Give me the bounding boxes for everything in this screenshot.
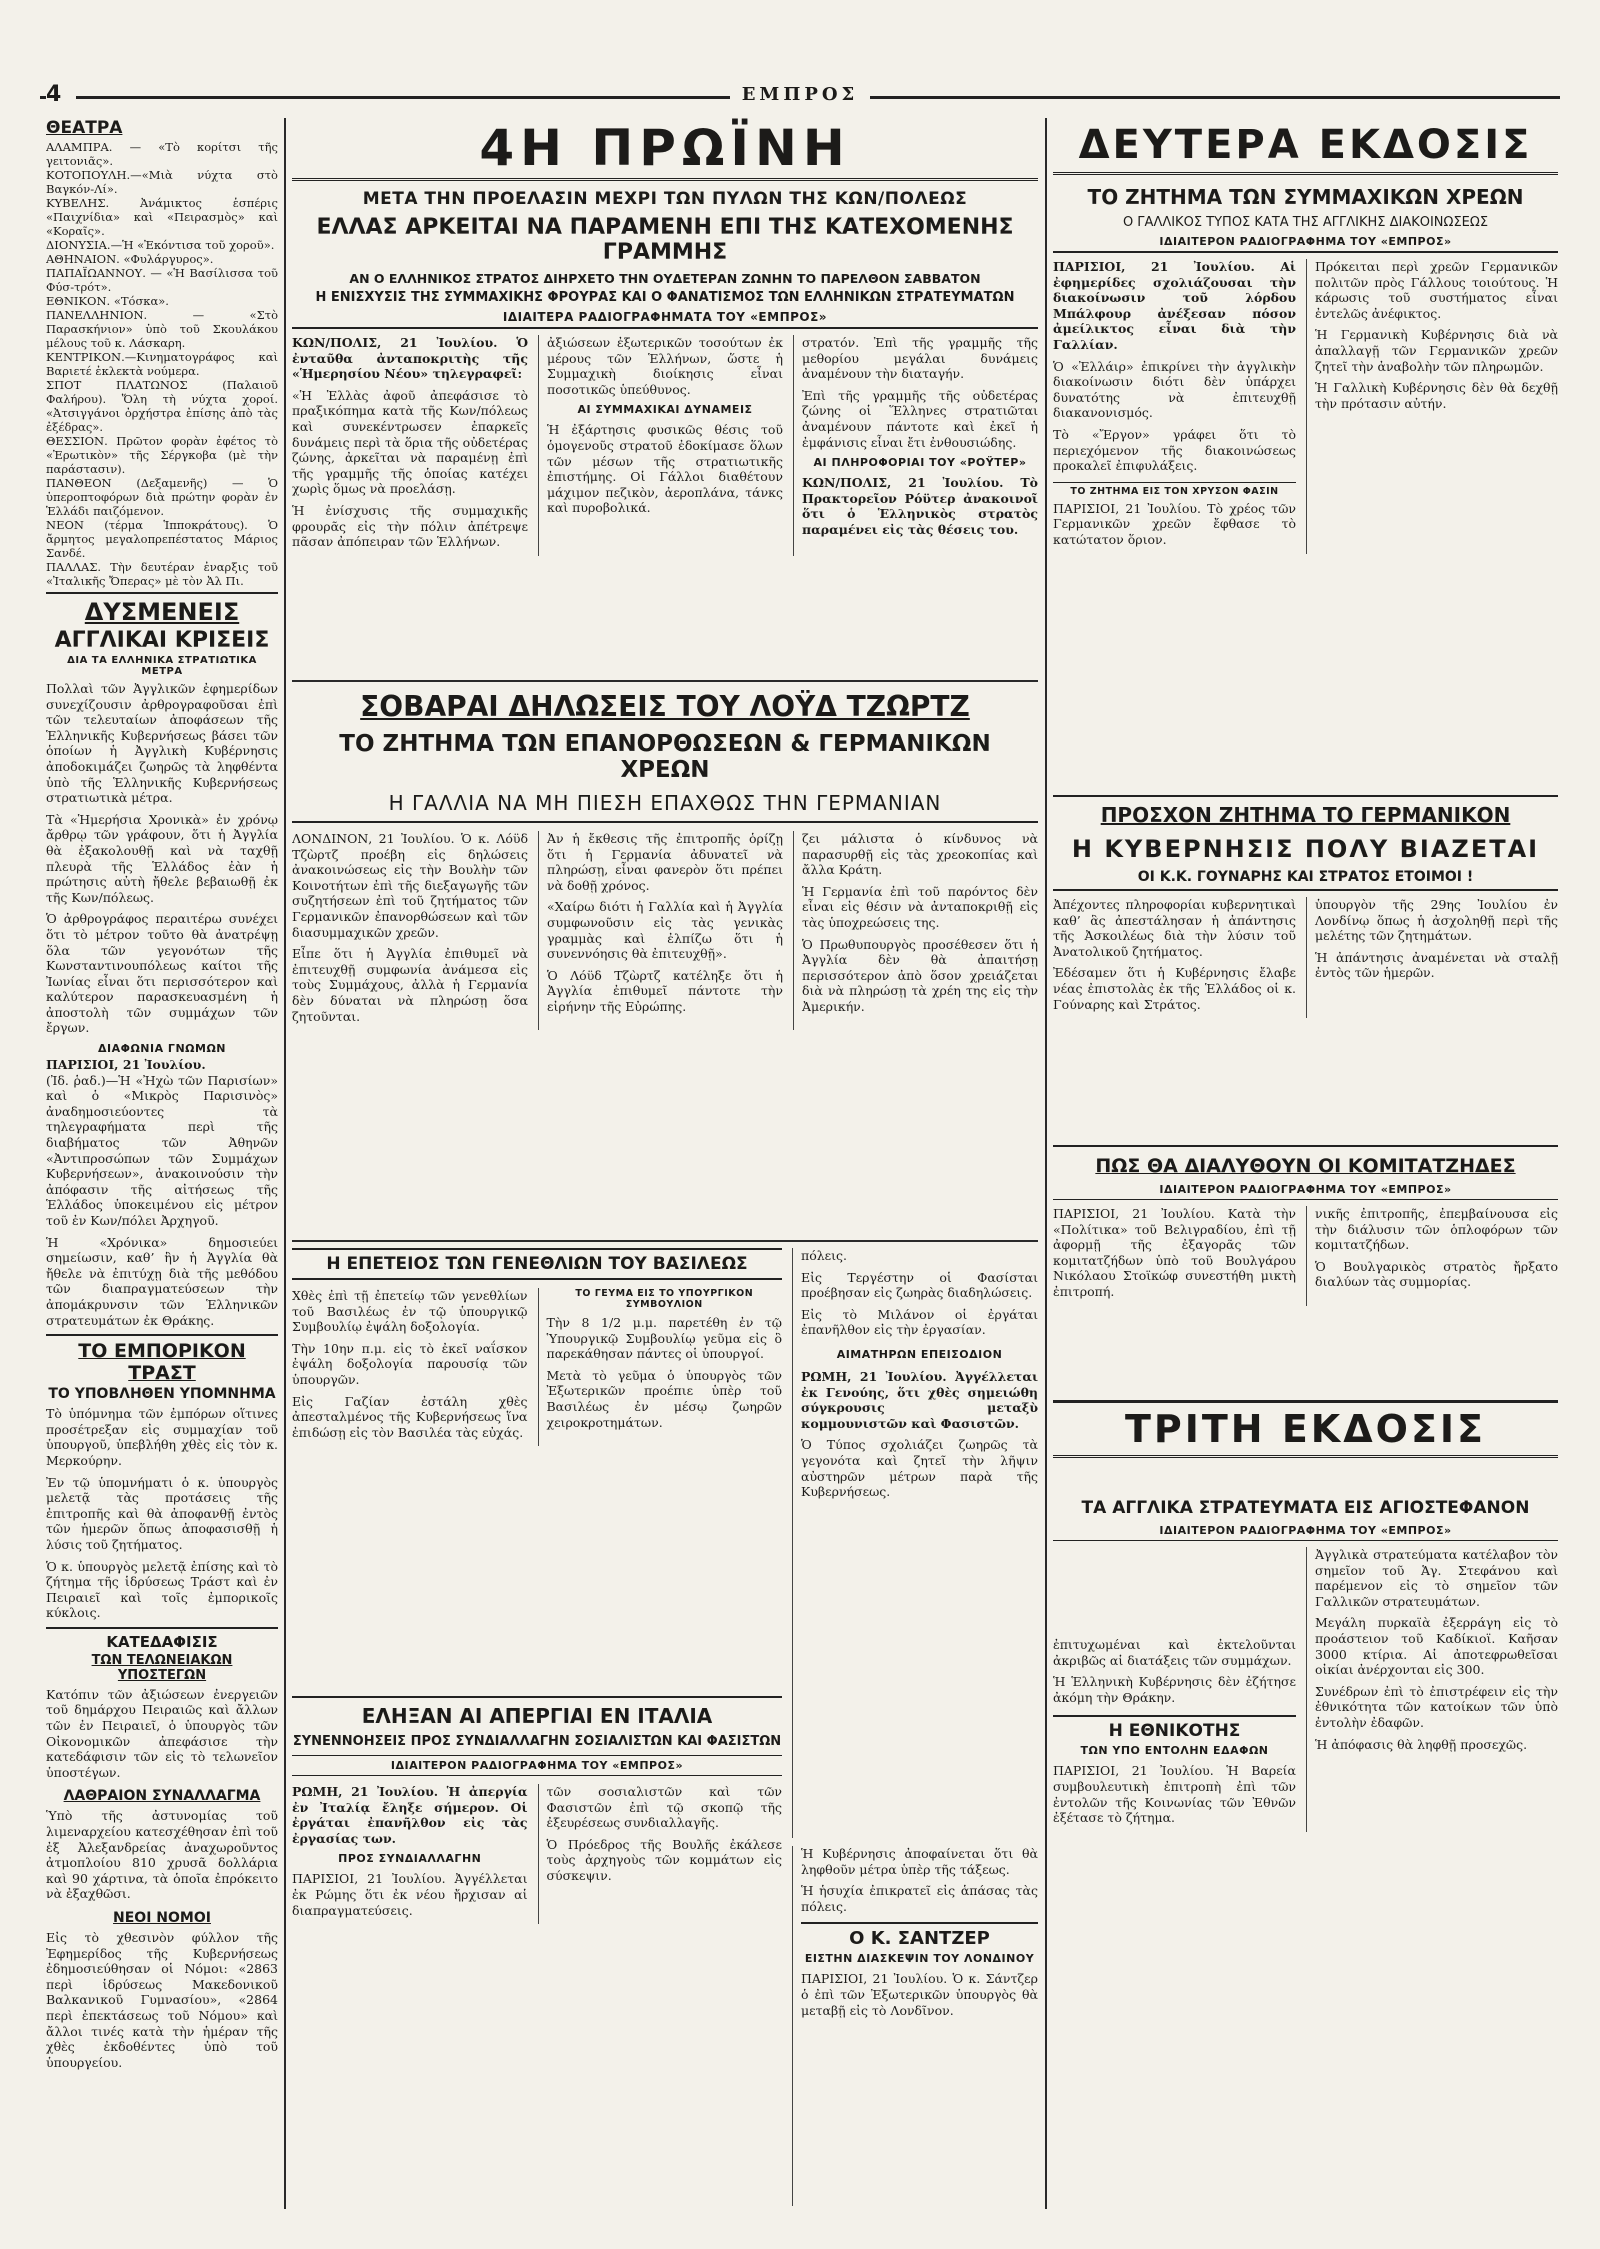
section-label: ΑΙ ΠΛΗΡΟΦΟΡΙΑΙ ΤΟΥ «ΡΟΫΤΕΡ» (813, 456, 1027, 470)
block3-title: ΚΑΤΕΔΑΦΙΣΙΣ (106, 1632, 218, 1651)
block2 (46, 1334, 278, 1621)
theatre-listing: ΝΕΟΝ (τέρμα Ἱπποκράτους). Ὁ ἄρμητος μεγαλοπρεπέστατος Μάριος Σανδέ. (46, 518, 278, 560)
strike-col1 (292, 1784, 528, 1924)
block1 (46, 592, 278, 1328)
theatre-listing: ΠΑΝΘΕΟΝ (Δεξαμενῆς) — Ὁ ὑπεροπτοφόρων διὰ πρώτην φορὰν ἐν Ἑλλάδι παιζόμενον. (46, 476, 278, 518)
paragraph: Ἡ Γερμανικὴ Κυβέρνησις διὰ νὰ ἀπαλλαγῇ τῶν Γερμανικῶν χρεῶν ζητεῖ τὴν ἀναβολὴν τῶν πληρωμῶν. (1315, 327, 1558, 374)
third-columns (1053, 1547, 1558, 1832)
paragraph: ζει μάλιστα ὁ κίνδυνος νὰ παρασυρθῇ εἰς τὰς χρεοκοπίας καὶ ἄλλα Κράτη. (802, 831, 1038, 878)
center-top-col2 (538, 335, 783, 556)
paragraph: Ἡ Ἑλληνικὴ Κυβέρνησις δὲν ἐζήτησε ἀκόμη τὴν Θράκην. (1053, 1674, 1296, 1705)
france-headline: Η ΓΑΛΛΙΑ ΝΑ ΜΗ ΠΙΕΣΗ ΕΠΑΧΘΩΣ ΤΗΝ ΓΕΡΜΑΝΙΑΝ (292, 791, 1038, 823)
theatre-listing: ΑΛΑΜΠΡΑ. — «Τὸ κορίτσι τῆς γειτονιᾶς». (46, 140, 278, 168)
strike-title: ΕΛΗΞΑΝ ΑΙ ΑΠΕΡΓΙΑΙ ΕΝ ΙΤΑΛΙΑ (292, 1696, 782, 1728)
paragraph: ΠΑΡΙΣΙΟΙ, 21 Ἰουλίου. Κατὰ τὴν «Πολίτικα» τοῦ Βελιγραδίου, ἐπὶ τῇ ἀφορμῇ τῆς ἐξαγορᾶς τῶν κομιτατζήδων ὑπὸ τοῦ Βουλγάρου Νικόλαου Στοϊκώφ συνεστήθη μικτὴ ἐπιτροπή. (1053, 1206, 1296, 1299)
strike-article (292, 1696, 1038, 2206)
third-col1 (1053, 1547, 1296, 1832)
third-edition (1053, 1400, 1558, 2200)
block4 (46, 1786, 278, 1902)
left-column (46, 118, 278, 2208)
headline-4: Η ΕΝΙΣΧΥΣΙΣ ΤΗΣ ΣΥΜΜΑΧΙΚΗΣ ΦΡΟΥΡΑΣ ΚΑΙ Ο ΦΑΝΑΤΙΣΜΟΣ ΤΩΝ ΕΛΛΗΝΙΚΩΝ ΣΤΡΑΤΕΥΜΑΤΩΝ (315, 290, 1015, 305)
paragraph: Ὁ «Ἐλλάιρ» ἐπικρίνει τὴν ἀγγλικὴν διακοίνωσιν διότι δὲν ὑπάρχει δυνατότης νὰ ἐπιτευχθῇ διακανονισμός. (1053, 358, 1296, 421)
comitadji-label: ΙΔΙΑΙΤΕΡΟΝ ΡΑΔΙΟΓΡΑΦΗΜΑ ΤΟΥ «ΕΜΠΡΟΣ» (1053, 1183, 1558, 1200)
ethnic-sub: ΤΩΝ ΥΠΟ ΕΝΤΟΛΗΝ ΕΔΑΦΩΝ (1080, 1744, 1269, 1758)
strike-col2 (538, 1784, 783, 1924)
paragraph: Ἡ ἐξάρτησις φυσικῶς θέσις τοῦ ὁμογενοῦς στρατοῦ ἐδοκίμασε ὅλων τῶν μέσων τῆς στρατιωτικῆς ἐπιστήμης. Οἱ Γάλλοι διαθέτουν μάχιμον πεζικὸν, ἀεροπλάνα, τάνκς καὶ πυροβολικά. (547, 422, 783, 516)
edition-title: 4Η ΠΡΩΪΝΗ (292, 118, 1038, 181)
block1-section: ΔΙΑΦΩΝΙΑ ΓΝΩΜΩΝ (97, 1042, 227, 1056)
paragraph: Εἰς τὸ Μιλάνον οἱ ἐργάται ἐπανῆλθον εἰς τὴν ἐργασίαν. (801, 1306, 1038, 1338)
third-edition-title: ΤΡΙΤΗ ΕΚΔΟΣΙΣ (1053, 1400, 1558, 1458)
masthead (0, 82, 1600, 112)
paragraph: Εἶπε ὅτι ἡ Ἀγγλία ἐπιθυμεῖ νὰ ἐπιτευχθῇ συμφωνία ἀνάμεσα εἰς τοὺς Συμμάχους, ἀλλὰ ἡ Γερμανία δὲν δύναται νὰ πληρώσῃ ὅσα ζητοῦνται. (292, 946, 528, 1024)
debts-headline: ΤΟ ΖΗΤΗΜΑ ΤΩΝ ΣΥΜΜΑΧΙΚΩΝ ΧΡΕΩΝ (1087, 185, 1524, 209)
block1-para: Πολλαὶ τῶν Ἀγγλικῶν ἐφημερίδων συνεχίζουσιν ἀρθρογραφοῦσαι ἐπὶ τῶν τελευταίων ἀποφάσεων τῆς Ἑλληνικῆς Κυβερνήσεως βάσει τῶν ὁποίων ἡ Ἀγγλικὴ Κυβέρνησις ἀποδοκιμάζει ζωηρῶς τὰ ληφθέντα ὑπὸ τῆς Ἑλληνικῆς Κυβερνήσεως στρατιωτικὰ μέτρα. (46, 681, 278, 806)
paragraph: νικῆς ἐπιτροπῆς, ἐπεμβαίνουσα εἰς τὴν διάλυσιν τῶν ὁπλοφόρων τῶν κομιτατζήδων. (1315, 1206, 1558, 1253)
block1-subhead: ΔΙΑ ΤΑ ΕΛΛΗΝΙΚΑ ΣΤΡΑΤΙΩΤΙΚΑ ΜΕΤΡΑ (67, 655, 257, 677)
paragraph: ΚΩΝ/ΠΟΛΙΣ, 21 Ἰουλίου. Ὁ ἐνταῦθα ἀνταποκριτὴς τῆς «Ἡμερησίου Νέου» τηλεγραφεῖ: (292, 335, 528, 382)
strike-columns (292, 1784, 782, 1924)
dinner-title: ΤΟ ΓΕΥΜΑ ΕΙΣ ΤΟ ΥΠΟΥΡΓΙΚΟΝ ΣΥΜΒΟΥΛΙΟΝ (575, 1288, 754, 1310)
comitadji-columns (1053, 1206, 1558, 1306)
block2-para: Τὸ ὑπόμνημα τῶν ἐμπόρων οἵτινες προσέτρεξαν εἰς συμμαχίαν τοῦ ὑπουργοῦ, ὑπεβλήθη χθὲς εἰς τὸν κ. Μερκούρην. (46, 1406, 278, 1468)
paragraph: Τὸ «Ἔργον» γράφει ὅτι τὸ περιεχόμενον τῆς διακοινώσεως προκαλεῖ ἐπιφυλάξεις. (1053, 426, 1296, 474)
paragraph: Τὴν 8 1/2 μ.μ. παρετέθη ἐν τῷ Ὑπουργικῷ Συμβουλίῳ γεῦμα εἰς ὃ παρεκάθησαν πάντες οἱ ὑπουργοί. (546, 1315, 782, 1362)
block2-para: Ἐν τῷ ὑπομνήματι ὁ κ. ὑπουργὸς μελετᾷ τὰς προτάσεις τῆς ἐπιτροπῆς καὶ θὰ ἀποφανθῇ ἐντὸς τῶν ἡμερῶν ὅπως ἀποφασισθῇ ἡ λύσις τοῦ ζητήματος. (46, 1474, 278, 1552)
paragraph: Πρόκειται περὶ χρεῶν Γερμανικῶν πολιτῶν πρὸς Γάλλους τοιούτους. Ἡ κάρωσις τοῦ συστήματος εἶναι ἐντελῶς ἀνέφικτος. (1315, 259, 1558, 321)
block2-para: Ὁ κ. ὑπουργὸς μελετᾷ ἐπίσης καὶ τὸ ζήτημα τῆς ἱδρύσεως Τράστ καὶ ἐν Πειραιεῖ καὶ τοῖς ἐμπορικοῖς κύκλοις. (46, 1558, 278, 1621)
block5 (46, 1908, 278, 2070)
center-mid-columns (292, 831, 1038, 1030)
pressing-sub2: ΟΙ Κ.Κ. ΓΟΥΝΑΡΗΣ ΚΑΙ ΣΤΡΑΤΟΣ ΕΤΟΙΜΟΙ ! (1053, 869, 1558, 891)
theatre-listing: ΕΘΝΙΚΟΝ. «Τόσκα». (46, 294, 169, 308)
paragraph: τῶν σοσιαλιστῶν καὶ τῶν Φασιστῶν ἐπὶ τῷ σκοπῷ τῆς ἐξευρέσεως συνδιαλλαγῆς. (546, 1784, 782, 1831)
section-label: ΠΡΟΣ ΣΥΝΔΙΑΛΛΑΓΗΝ (338, 1852, 482, 1866)
debts-col1 (1053, 259, 1296, 554)
paragraph: στρατόν. Ἐπὶ τῆς γραμμῆς τῆς μεθορίου μεγάλαι δυνάμεις ἀναμένουν τὴν διαταγήν. (802, 335, 1038, 382)
paragraph: Μετὰ τὸ γεῦμα ὁ ὑπουργὸς τῶν Ἐξωτερικῶν προέπιε ὑπὲρ τοῦ Βασιλέως ἐν μέσῳ ζωηρῶν χειροκροτημάτων. (546, 1367, 782, 1430)
paragraph: Ὁ Πρόεδρος τῆς Βουλῆς ἐκάλεσε τοὺς ἀρχηγοὺς τῶν κομμάτων εἰς σύσκεψιν. (546, 1836, 782, 1883)
block2-title: ΤΟ ΕΜΠΟΡΙΚΟΝ ΤΡΑΣΤ (78, 1340, 246, 1385)
theatres-list (46, 140, 278, 588)
pressing-sub: Η ΚΥΒΕΡΝΗΣΙΣ ΠΟΛΥ ΒΙΑΖΕΤΑΙ (1071, 835, 1540, 863)
block1-more: (Ἰδ. ῥαδ.)—Ἡ «Ἠχὼ τῶν Παρισίων» καὶ ὁ «Μικρὸς Παρισινὸς» ἀναδημοσιεύοντες τὰ τηλεγραφήματα περὶ τῆς διαβήματος τῶν Ἀθηνῶν «Ἀντιπροσώπων τῶν Συμμάχων Κυβερνήσεων», ἀνακοινούσιν τὴν ἀπόφασιν τῆς αἰτήσεως τῆς Ἑλλάδος ὑποκειμένου εἰς μέτρον τοῦ ἐν Κων/πόλει Ἀρχηγοῦ. (46, 1072, 278, 1228)
theatre-listing: ΠΑΝΕΛΛΗΝΙΟΝ. — «Στὸ Παρασκήνιον» ὑπὸ τοῦ Σκουλάκου μέλους τοῦ κ. Λάσκαρη. (46, 308, 278, 350)
third-col2 (1306, 1547, 1558, 1832)
theatres-heading: ΘΕΑΤΡΑ (46, 118, 123, 138)
paragraph: Ἡ ἐνίσχυσις τῆς συμμαχικῆς φρουρᾶς εἰς τὴν πόλιν ἀπέτρεψε πᾶσαν ἀπόπειραν τῶν Ἑλλήνων. (292, 502, 528, 550)
block1-title: ΔΥΣΜΕΝΕΙΣ (84, 598, 240, 626)
pressing-columns (1053, 897, 1558, 1018)
paragraph: Ἡ ἀπόφασις θὰ ληφθῇ προσεχῶς. (1315, 1736, 1528, 1752)
block5-para: Εἰς τὸ χθεσινὸν φύλλον τῆς Ἐφημερίδος τῆς Κυβερνήσεως ἐδημοσιεύθησαν οἱ Νόμοι: «2863 περὶ ἱδρύσεως Μακεδονικοῦ Βαλκανικοῦ Γυμνασίου», «2864 περὶ ἐπεκτάσεως τοῦ Νόμου» καὶ ἄλλοι τινές κατὰ τὴν ἡμέραν τῆς χθὲς ἐκδοθέντες ὑπὸ τοῦ ὑπουργείου. (46, 1930, 278, 2070)
paragraph: ΠΑΡΙΣΙΟΙ, 21 Ἰουλίου. Ἀγγέλλεται ἐκ Ρώμης ὅτι ἐκ νέου ἤρχισαν αἱ διαπραγματεύσεις. (292, 1871, 528, 1918)
paragraph: Ἡ Γερμανία ἐπὶ τοῦ παρόντος δὲν εἶναι εἰς θέσιν νὰ ἀνταποκριθῇ εἰς τὰς ὑποχρεώσεις της. (802, 883, 1038, 930)
gold-title: ΤΟ ΖΗΤΗΜΑ ΕΙΣ ΤΟΝ ΧΡΥΣΟΝ ΦΑΣΙΝ (1053, 482, 1296, 497)
comitadji-title: ΠΩΣ ΘΑ ΔΙΑΛΥΘΟΥΝ ΟΙ ΚΟΜΙΤΑΤΖΗΔΕΣ (1095, 1155, 1516, 1177)
strike-subtitle: ΣΥΝΕΝΝΟΗΣΕΙΣ ΠΡΟΣ ΣΥΝΔΙΑΛΛΑΓΗΝ ΣΟΣΙΑΛΙΣΤΩΝ ΚΑΙ ΦΑΣΙΣΤΩΝ (292, 1734, 782, 1749)
french-press-headline: Ο ΓΑΛΛΙΚΟΣ ΤΥΠΟΣ ΚΑΤΑ ΤΗΣ ΑΓΓΛΙΚΗΣ ΔΙΑΚΟΙΝΩΣΕΩΣ (1122, 215, 1489, 230)
strike-col3 (792, 1846, 1038, 2206)
paragraph: «Χαίρω διότι ἡ Γαλλία καὶ ἡ Ἀγγλία συμφωνοῦσιν εἰς τὰς γενικὰς γραμμὰς καὶ ἐλπίζω ὅτι ἡ συνεννόησις θὰ ἐπιτευχθῇ». (547, 899, 783, 962)
debts-columns (1053, 259, 1558, 554)
paragraph: ΠΑΡΙΣΙΟΙ, 21 Ἰουλίου. Ὁ κ. Σάντζερ ὁ ἐπὶ τῶν Ἐξωτερικῶν ὑπουργὸς θὰ μεταβῇ εἰς τὸ Λονδῖνον. (801, 1971, 1038, 2018)
paragraph: Ἡ Κυβέρνησις ἀποφαίνεται ὅτι θὰ ληφθοῦν μέτρα ὑπὲρ τῆς τάξεως. (801, 1846, 1038, 1877)
paragraph: Ἐδέσαμεν ὅτι ἡ Κυβέρνησις ἔλαβε νέας ἐπιστολὰς ἐκ τῆς Ἑλλάδος οἱ κ. Γούναρης καὶ Στράτος. (1053, 965, 1296, 1012)
paragraph: Ἀν ἡ ἔκθεσις τῆς ἐπιτροπῆς ὁρίζῃ ὅτι ἡ Γερμανία ἀδυνατεῖ νὰ πληρώσῃ, εἶναι φανερὸν ὅτι πρέπει νὰ δοθῇ χρόνος. (547, 831, 783, 893)
paragraph: Ἡ Γαλλικὴ Κυβέρνησις δὲν θὰ δεχθῇ τὴν πρότασιν αὐτήν. (1315, 380, 1558, 411)
block1-subtitle: ΑΓΓΛΙΚΑΙ ΚΡΙΣΕΙΣ (54, 628, 270, 653)
paragraph: Ὁ Λόϋδ Τζὼρτζ κατέληξε ὅτι ἡ Ἀγγλία ἐπιθυμεῖ πάντοτε τὴν εἰρήνην τῆς Εὐρώπης. (547, 967, 783, 1014)
block3 (46, 1627, 278, 1781)
section-label: ΑΙ ΣΥΜΜΑΧΙΚΑΙ ΔΥΝΑΜΕΙΣ (577, 403, 753, 417)
paragraph: ἀξιώσεων ἐξωτερικῶν τοσούτων ἐκ μέρους τῶν Ἑλλήνων, ὥστε ἡ Συμμαχικὴ διοίκησις εἶναι ποσοτικῶς ὑπεύθυνος. (547, 335, 783, 397)
headline-3: ΑΝ Ο ΕΛΛΗΝΙΚΟΣ ΣΤΡΑΤΟΣ ΔΙΗΡΧΕΤΟ ΤΗΝ ΟΥΔΕΤΕΡΑΝ ΖΩΝΗΝ ΤΟ ΠΑΡΕΛΘΟΝ ΣΑΒΒΑΤΟΝ (349, 271, 981, 286)
block5-title: ΝΕΟΙ ΝΟΜΟΙ (113, 1910, 211, 1926)
center-top-col3 (793, 335, 1038, 556)
pressing-title: ΠΡΟΣΧΟΝ ΖΗΤΗΜΑ ΤΟ ΓΕΡΜΑΝΙΚΟΝ (1100, 803, 1511, 827)
paragraph: ΠΑΡΙΣΙΟΙ, 21 Ἰουλίου. Τὸ χρέος τῶν Γερμανικῶν χρεῶν ἔφθασε τὸ κατώτατον ὅριον. (1053, 500, 1296, 547)
theatre-listing: ΔΙΟΝΥΣΙΑ.—Ἡ «Ἐκόντισα τοῦ χοροῦ». (46, 238, 275, 252)
lloyd-george-headline: ΣΟΒΑΡΑΙ ΔΗΛΩΣΕΙΣ ΤΟΥ ΛΟΫΔ ΤΖΩΡΤΖ (360, 690, 970, 723)
second-edition-title: ΔΕΥΤΕΡΑ ΕΚΔΟΣΙΣ (1053, 118, 1558, 175)
paragraph: ἐπιτυχωμέναι καὶ ἐκτελοῦνται ἀκριβῶς αἱ διατάξεις τῶν συμμάχων. (1053, 1637, 1296, 1668)
headline-2: ΕΛΛΑΣ ΑΡΚΕΙΤΑΙ ΝΑ ΠΑΡΑΜΕΝΗ ΕΠΙ ΤΗΣ ΚΑΤΕΧΟΜΕΝΗΣ ΓΡΑΜΜΗΣ (316, 215, 1014, 265)
paragraph: Ὁ Τύπος σχολιάζει ζωηρῶς τὰ γεγονότα καὶ ζητεῖ τὴν λῆψιν αὐστηρῶν μέτρων παρὰ τῆς Κυβερνήσεως. (801, 1437, 1038, 1500)
paragraph: Συνέδρων ἐπὶ τὸ ἐπιστρέφειν εἰς τὴν ἐθνικότητα τῶν κατοίκων τῶν ὑπὸ ἐντολὴν ἐδαφῶν. (1315, 1683, 1558, 1730)
radio-label: ΙΔΙΑΙΤΕΡΑ ΡΑΔΙΟΓΡΑΦΗΜΑΤΑ ΤΟΥ «ΕΜΠΡΟΣ» (292, 310, 1038, 329)
rule-center-1 (292, 680, 1038, 682)
stefano-headline: ΤΑ ΑΓΓΛΙΚΑ ΣΤΡΑΤΕΥΜΑΤΑ ΕΙΣ ΑΓΙΟΣΤΕΦΑΝΟΝ (1081, 1498, 1530, 1518)
page-number: 4 (46, 82, 76, 112)
radio-label: ΙΔΙΑΙΤΕΡΟΝ ΡΑΔΙΟΓΡΑΦΗΜΑ ΤΟΥ «ΕΜΠΡΟΣ» (1053, 235, 1558, 253)
paragraph: Εἰς Γαζίαν ἐστάλη χθὲς ἀπεσταλμένος τῆς Κυβερνήσεως ἵνα ἐπιδώσῃ εἰς τὸν Βασιλέα τὰς εὐχάς. (292, 1393, 528, 1440)
ethnic-title: Η ΕΘΝΙΚΟΤΗΣ (1053, 1715, 1296, 1741)
paragraph: Χθὲς ἐπὶ τῇ ἐπετείῳ τῶν γενεθλίων τοῦ Βασιλέως ἐν τῷ ὑπουργικῷ Συμβουλίῳ ἐψάλη δοξολογία. (292, 1288, 528, 1335)
block1-more: Ἡ «Χρόνικα» δημοσιεύει σημείωσιν, καθ’ ἣν ἡ Ἀγγλία θὰ ἤθελε νὰ ἐπιτύχῃ διὰ τῆς μεθόδου τῶν διαπραγματεύσεων τὴν ἀπομάκρυνσιν τῶν Ἑλληνικῶν στρατευμάτων ἐκ Θράκης. (46, 1234, 278, 1328)
birthday-title: Η ΕΠΕΤΕΙΟΣ ΤΩΝ ΓΕΝΕΘΛΙΩΝ ΤΟΥ ΒΑΣΙΛΕΩΣ (292, 1248, 782, 1280)
block4-para: Ὑπὸ τῆς ἀστυνομίας τοῦ λιμεναρχείου κατεσχέθησαν ἐπὶ τοῦ ἐξ Ἀλεξανδρείας ἀναχωροῦντος ἀτμοπλοίου 810 χρυσᾶ δολλάρια καὶ 90 χάρτινα, τὰ ὁποῖα ἐπρόκειτο νὰ ἐξαχθῶσι. (46, 1808, 278, 1902)
paragraph: Ἡ ἀπάντησις ἀναμένεται νὰ σταλῇ ἐντὸς τῶν ἡμερῶν. (1315, 949, 1558, 981)
theatre-listing: ΑΘΗΝΑΙΟΝ. «Φυλάργυρος». (46, 252, 214, 266)
paragraph: Ἀγγλικὰ στρατεύματα κατέλαβον τὸν σημεῖον τοῦ Ἁγ. Στεφάνου καὶ παρέμενον εἰς τὸ σημεῖον τῶν Γαλλικῶν στρατευμάτων. (1315, 1547, 1558, 1609)
rule-center-2 (292, 1240, 1038, 1242)
birthday-columns (292, 1288, 782, 1446)
headline-1: ΜΕΤΑ ΤΗΝ ΠΡΟΕΛΑΣΙΝ ΜΕΧΡΙ ΤΩΝ ΠΥΛΩΝ ΤΗΣ ΚΩΝ/ΠΟΛΕΩΣ (362, 189, 968, 209)
block2-subtitle: ΤΟ ΥΠΟΒΛΗΘΕΝ ΥΠΟΜΝΗΜΑ (48, 1386, 276, 1403)
block3-subtitle: ΤΩΝ ΤΕΛΩΝΕΙΑΚΩΝ ΥΠΟΣΤΕΓΩΝ (91, 1652, 233, 1683)
center-mid-col3 (793, 831, 1038, 1030)
paragraph: «Ἡ Ἑλλὰς ἀφοῦ ἀπεφάσισε τὸ πραξικόπημα κατὰ τῆς Κων/πόλεως καὶ συνεκέντρωσεν ἐπαρκεῖς δυνάμεις περὶ τὰ ὅρια τῆς οὐδετέρας ζώνης, ἀρκεῖται νὰ παραμένῃ ἐπὶ τῆς γραμμῆς τῆς ὁποίας κατέχει χωρὶς ὅμως νὰ προελάσῃ. (292, 387, 528, 497)
block1-dateline: ΠΑΡΙΣΙΟΙ, 21 Ἰουλίου. (46, 1057, 206, 1073)
paragraph: Μεγάλη πυρκαϊὰ ἐξερράγη εἰς τὸ προάστειον τοῦ Καδίκιοϊ. Καῆσαν 3000 κτίρια. Αἱ ἀποτεφρωθεῖσαι οἰκίαι ἀνέρχονται εἰς 300. (1315, 1615, 1558, 1678)
paragraph: πόλεις. (801, 1248, 848, 1263)
birthday-col2 (538, 1288, 783, 1446)
center-top-col1 (292, 335, 528, 556)
paragraph: Ἐπὶ τῆς γραμμῆς τῆς οὐδετέρας ζώνης οἱ Ἕλληνες στρατιῶται ἀναμένουν πάντοτε καὶ ἐκεῖ ἡ ἐμφάνισις εἶναι ἔτι ἐνθουσιώδης. (802, 387, 1038, 450)
pressing-article (1053, 795, 1558, 1140)
reparations-headline: ΤΟ ΖΗΤΗΜΑ ΤΩΝ ΕΠΑΝΟΡΘΩΣΕΩΝ & ΓΕΡΜΑΝΙΚΩΝ ΧΡΕΩΝ (339, 731, 991, 783)
paragraph: Εἰς Τεργέστην οἱ Φασίσται προέβησαν εἰς ζωηρὰς διαδηλώσεις. (801, 1269, 1038, 1301)
paragraph: ΠΑΡΙΣΙΟΙ, 21 Ἰουλίου. Αἱ ἐφημερίδες σχολιάζουσαι τὴν διακοίνωσιν τοῦ λόρδου Μπάλφουρ ἀνέξεσαν πόσον ἀμείλικτος εἶναι διὰ τὴν Γαλλίαν. (1053, 259, 1296, 352)
center-mid (292, 690, 1038, 1235)
bloody-incident-title: ΑΙΜΑΤΗΡΩΝ ΕΠΕΙΣΟΔΙΟΝ (836, 1347, 1003, 1361)
theatre-listing: ΠΑΛΛΑΣ. Τὴν δευτέραν ἐναρξις τοῦ «Ἰταλικῆς Ὄπερας» μὲ τὸν Ἀλ Πι. (46, 560, 278, 588)
comitadji-article (1053, 1145, 1558, 1380)
theatre-listing: ΠΑΠΑΪΩΑΝΝΟΥ. — «Ἡ Βασίλισσα τοῦ Φύσ-τρότ». (46, 266, 278, 294)
paragraph: ΡΩΜΗ, 21 Ἰουλίου. Ἀγγέλλεται ἐκ Γενούης, ὅτι χθὲς σημειώθη σύγκρουσις μεταξὺ κομμουνιστῶν καὶ Φασιστῶν. (801, 1368, 1038, 1431)
theatre-listing: ΘΕΣΣΙΟΝ. Πρῶτον φορὰν ἐφέτος τὸ «Ἐρωτικὸν» τῆς Σέργκοβα (μὲ τὴν παράστασιν). (46, 434, 278, 476)
paragraph: Τὴν 10ην π.μ. εἰς τὸ ἐκεῖ ναΐσκον ἐψάλη δοξολογία παρουσίᾳ τῶν ὑπουργῶν. (292, 1340, 528, 1387)
third-label: ΙΔΙΑΙΤΕΡΟΝ ΡΑΔΙΟΓΡΑΦΗΜΑ ΤΟΥ «ΕΜΠΡΟΣ» (1053, 1524, 1558, 1541)
theatre-listing: ΚΥΒΕΛΗΣ. Ἀνάμικτος ἑσπέρις «Παιχνίδια» καὶ «Πειρασμὸς» καὶ «Κοραῖς». (46, 196, 278, 238)
paragraph: ΠΑΡΙΣΙΟΙ, 21 Ἰουλίου. Ἡ Βαρεία συμβουλευτικὴ ἐπιτροπὴ ἐπὶ τῶν ἐντολῶν τῆς Κοινωνίας τῶν Ἐθνῶν ἐξέτασε τὸ ζήτημα. (1053, 1763, 1296, 1826)
paragraph: Ἀπέχοντες πληροφορίαι κυβερνητικαὶ καθ’ ἃς ἀπεστάλησαν ἡ ἀπάντησις τῆς Ἀσκοιλέως διὰ τὴν λύσιν τοῦ Ἀνατολικοῦ ζητήματος. (1053, 897, 1296, 959)
block1-para: Τὰ «Ἡμερήσια Χρονικὰ» ἐν χρόνῳ ἄρθρῳ τῶν γράφουν, ὅτι ἡ Ἀγγλία θὰ ἐξακολουθῇ καὶ νὰ ταχθῇ πλευρὰ τῆς Ἑλλάδος ἐὰν ἡ πρώτησις αὐτὴ ἤθελε βεβαιωθῇ ἐκ τῆς Κων/πόλεως. (46, 811, 278, 905)
debts-col2 (1306, 259, 1558, 554)
pressing-col1 (1053, 897, 1296, 1018)
theatre-listing: ΚΟΤΟΠΟΥΛΗ.—«Μιὰ νύχτα στὸ Βαγκόν-Λί». (46, 168, 278, 196)
masthead-title: ΕΜΠΡΟΣ (730, 84, 870, 110)
paragraph: ΚΩΝ/ΠΟΛΙΣ, 21 Ἰουλίου. Τὸ Πρακτορεῖον Ρόϋτερ ἀνακοινοῖ ὅτι ὁ Ἑλληνικὸς στρατὸς παραμένει εἰς τὰς θέσεις του. (802, 475, 1038, 537)
sanger-title: Ο Κ. ΣΑΝΤΖΕΡ (801, 1922, 1038, 1949)
comitadji-col1 (1053, 1206, 1296, 1306)
center-top (292, 118, 1038, 678)
paragraph: Ἡ ἡσυχία ἐπικρατεῖ εἰς ἁπάσας τὰς πόλεις. (801, 1883, 1038, 1914)
theatre-listing: ΣΠΟΤ ΠΛΑΤΩΝΟΣ (Παλαιοῦ Φαλήρου). Ὅλη τὴ νύχτα χοροί. «Ἀτσιγγάνοι ὀρχήστρα ἐπίσης ἀπὸ τὰς ἐξέδρας». (46, 378, 278, 434)
strike-label: ΙΔΙΑΙΤΕΡΟΝ ΡΑΔΙΟΓΡΑΦΗΜΑ ΤΟΥ «ΕΜΠΡΟΣ» (292, 1755, 782, 1776)
sanger-subtitle: ΕΙΣΤΗΝ ΔΙΑΣΚΕΨΙΝ ΤΟΥ ΛΟΝΔΙΝΟΥ (804, 1952, 1035, 1966)
paragraph: Ὁ Βουλγαρικὸς στρατὸς ἤρξατο διαλύων τὰς συμμορίας. (1315, 1258, 1558, 1290)
rule-left (284, 118, 286, 2209)
theatre-listing: ΚΕΝΤΡΙΚΟΝ.—Κινηματογράφος καὶ Βαριετέ ἐκλεκτὰ νούμερα. (46, 350, 278, 378)
paragraph: Ὁ Πρωθυπουργὸς προσέθεσεν ὅτι ἡ Ἀγγλία δὲν θὰ ἀπαιτήσῃ περισσότερον ἀπὸ ὅσον χρειάζεται διὰ νὰ πληρώσῃ τὰ χρέη της εἰς τὴν Ἀμερικήν. (802, 936, 1038, 1014)
paragraph: ΛΟΝΔΙΝΟΝ, 21 Ἰουλίου. Ὁ κ. Λόϋδ Τζὼρτζ προέβη εἰς δηλώσεις ἀνακοινώσεως εἰς τὴν Βουλὴν τῶν Κοινοτήτων ἐπὶ τῆς διεξαγωγῆς τῶν συζητήσεων ἐπὶ τοῦ ζητήματος τῶν Γερμανικῶν ἐπανορθώσεων καὶ τῶν διασυμμαχικῶν χρεῶν. (292, 831, 528, 940)
center-bottom (292, 1248, 1038, 2208)
paragraph: ΡΩΜΗ, 21 Ἰουλίου. Ἡ ἀπεργία ἐν Ἰταλίᾳ ἔληξε σήμερον. Οἱ ἐργάται ἐπανῆλθον εἰς τὰς ἐργασίας των. (292, 1784, 528, 1846)
block4-title: ΛΑΘΡΑΙΟΝ ΣΥΝΑΛΛΑΓΜΑ (63, 1788, 261, 1805)
center-mid-col1 (292, 831, 528, 1030)
block3-para: Κατόπιν τῶν ἀξιώσεων ἐνεργειῶν τοῦ δημάρχου Πειραιῶς καὶ ἄλλων τῶν ἐν Πειραιεῖ, ὁ ὑπουργὸς τῶν Οἰκονομικῶν ἀπεφάσισε τὴν κατεδάφισιν τῶν εἰς τὸ τελωνεῖον ὑποστέγων. (46, 1686, 278, 1780)
center-top-columns (292, 335, 1038, 556)
comitadji-col2 (1306, 1206, 1558, 1306)
block1-para: Ὁ ἀρθρογράφος περαιτέρω συνέχει ὅτι τὸ μέτρον τοῦτο θὰ ἀνατρέψῃ ὅλα τῶν γεγονότων τῆς Κωνσταντινουπόλεως καίτοι τῆς Ἰωνίας εἶναι ὅτι περισσότερον καὶ καλύτερον παρασκευασμένη ἡ ἀποστολὴ τῶν συμμάχων τῶν ἔργων. (46, 911, 278, 1036)
pressing-col2 (1306, 897, 1558, 1018)
center-mid-col2 (538, 831, 783, 1030)
birthday-col1 (292, 1288, 528, 1446)
rule-right (1045, 118, 1047, 2209)
birthday-article (292, 1248, 782, 1688)
paragraph: ὑπουργὸν τῆς 29ης Ἰουλίου ἐν Λονδίνῳ ὅπως ἡ ἀσχοληθῇ περὶ τῆς μελέτης τῶν ζητημάτων. (1315, 897, 1558, 944)
